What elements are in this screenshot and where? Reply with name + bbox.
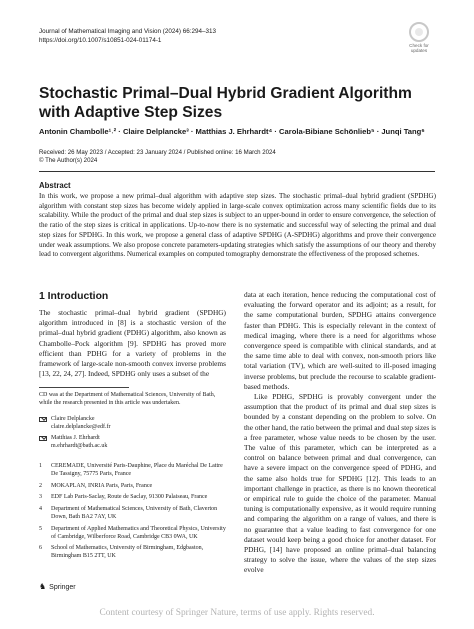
affiliation-item <box>39 483 226 491</box>
affiliation-text: Department of Mathematical Sciences, University of Bath, Claverton Down, Bath BA2 7AY, UK <box>51 506 218 520</box>
contact-email[interactable]: claire.delplancke@edf.fr <box>51 424 111 430</box>
footnote: CD was at the Department of Mathematical Sciences, University of Bath, while the research presented in this article was undertaken. <box>39 392 216 406</box>
envelope-icon <box>39 436 47 441</box>
journal-header <box>39 27 216 45</box>
abstract-heading: Abstract <box>39 181 71 190</box>
affiliation-text: Department of Applied Mathematics and Theoretical Physics, University of Cambridge, Wilberforce Road, Cambridge CB3 0WA, UK <box>51 525 226 540</box>
springer-horse-icon: ♞ <box>39 582 47 591</box>
affiliation-number: 2 <box>39 482 42 489</box>
intro-paragraph: The stochastic primal–dual hybrid gradient (SPDHG) algorithm introduced in [8] is a stochastic version of the primal–dual hybrid gradient (PDHG) algorithm, also known as Chambolle–Pock algorithm [9]. SPDHG has proved more efficient than PDHG for a variety of problems in the framework of large-scale non-smooth convex inverse problems [13, 22, 24, 27]. Indeed, SPDHG only uses a subset of the <box>39 308 226 379</box>
intro-paragraph-continued: data at each iteration, hence reducing the computational cost of evaluating the forward operator and its adjoint; as a result, for the same computational burden, SPDHG attains convergence faster than PDHG. This is especially relevant in the context of medical imaging, where there is a need for algorithms whose convergence speed is compatible with clinical standards, and at the same time able to deal with convex, non-smooth priors like total variation (TV), which are well-suited to ill-posed imaging inverse problems, but preclude the recourse to scalable gradient-based methods. <box>244 290 436 391</box>
publisher-mark <box>39 583 76 591</box>
affiliation-text: EDF Lab Paris-Saclay, Route de Saclay, 91300 Palaiseau, France <box>51 494 208 501</box>
publication-dates <box>39 149 276 165</box>
affiliation-item <box>39 494 226 502</box>
intro-paragraph-2: Like PDHG, SPDHG is provably convergent under the assumption that the product of its primal and dual step sizes is bounded by a constant depending on the problem to solve. On the other hand, the ratio between the primal and dual step sizes is a free parameter, whose value needs to be chosen by the user. The value of this parameter, which can be interpreted as a control on balance between primal and dual convergence, can have a severe impact on the convergence speed of PDHG, and the same also holds true for SPDHG [12]. This leads to an important challenge in practice, as there is no known theoretical or empirical rule to guide the choice of the parameter. Manual tuning is computationally expensive, as it would require running and comparing the algorithm on a range of values, and there is no guarantee that a value leading to fast convergence for one dataset would keep being a good choice for another dataset. For PDHG, [14] have proposed an online primal–dual balancing strategy to solve the issue, where the values of the step sizes evolve <box>244 392 436 575</box>
publisher-name: Springer <box>49 583 76 591</box>
contact-name: Claire Delplancke <box>51 416 95 422</box>
affiliation-number: 6 <box>39 545 42 552</box>
affiliation-item <box>39 545 226 561</box>
affiliation-text: School of Mathematics, University of Birmingham, Edgbaston, Birmingham B15 2TT, UK <box>51 545 204 560</box>
footnote-divider <box>39 387 129 388</box>
affiliation-number: 4 <box>39 506 42 513</box>
affiliation-text: MOKAPLAN, INRIA Paris, Paris, France <box>51 482 153 489</box>
affiliation-number: 1 <box>39 463 42 469</box>
dates-line: Received: 26 May 2023 / Accepted: 23 January 2024 / Published online: 16 March 2024 <box>39 149 276 156</box>
corresponding-authors <box>39 415 226 453</box>
journal-citation: Journal of Mathematical Imaging and Vision (2024) 66:294–313 <box>39 28 217 35</box>
contact-email[interactable]: m.ehrhardt@bath.ac.uk <box>51 443 108 449</box>
envelope-icon <box>39 417 47 422</box>
abstract-text: In this work, we propose a new primal–dual algorithm with adaptive step sizes. The stochastic primal–dual hybrid gradient (SPDHG) algorithm with constant step sizes has become widely applied in large-scale convex optimization across many scientific fields due to its scalability. While the product of the primal and dual step sizes is subject to an upper-bound in order to ensure convergence, the selection of the ratio of the step sizes is critical in applications. Up-to-now there is no systematic and successful way of selecting the primal and dual step sizes for SPDHG. In this work, we propose a general class of adaptive SPDHG (A-SPDHG) algorithms and prove their convergence under weak assumptions. We also propose concrete parameters-updating strategies which satisfy the assumptions of our theory and thereby lead to convergent algorithms. Numerical examples on computed tomography demonstrate the effectiveness of the proposed schemes. <box>39 192 436 259</box>
courtesy-notice: Content courtesy of Springer Nature, terms of use apply. Rights reserved. <box>99 608 375 618</box>
affiliation-number: 3 <box>39 494 42 501</box>
contact-name: Matthias J. Ehrhardt <box>51 435 100 441</box>
check-for-updates-badge[interactable] <box>404 22 434 53</box>
affiliation-number: 5 <box>39 525 42 532</box>
paper-title: Stochastic Primal–Dual Hybrid Gradient Algorithm with Adaptive Step Sizes <box>39 85 412 121</box>
affiliation-item <box>39 463 226 479</box>
check-updates-label: Check for updates <box>409 43 429 54</box>
section-heading-introduction: 1 Introduction <box>39 291 109 302</box>
contact-entry <box>39 434 226 450</box>
affiliation-text: CEREMADE, Université Paris-Dauphine, Place du Maréchal De Lattre De Tassigny, 75775 Paris, France <box>51 463 223 477</box>
doi-link[interactable]: https://doi.org/10.1007/s10851-024-01174-1 <box>39 37 162 44</box>
author-list: Antonin Chambolle¹˒² · Claire Delplancke³ · Matthias J. Ehrhardt⁴ · Carola-Bibiane Schönlieb⁵ · Junqi Tang⁶ <box>39 127 425 136</box>
check-updates-icon <box>409 22 429 42</box>
copyright-line: © The Author(s) 2024 <box>39 157 98 164</box>
header-divider <box>39 171 435 172</box>
affiliation-item <box>39 506 226 522</box>
left-column <box>39 308 226 379</box>
right-column <box>244 290 436 576</box>
affiliation-list <box>39 463 226 565</box>
affiliation-item <box>39 526 226 542</box>
contact-entry <box>39 415 226 431</box>
